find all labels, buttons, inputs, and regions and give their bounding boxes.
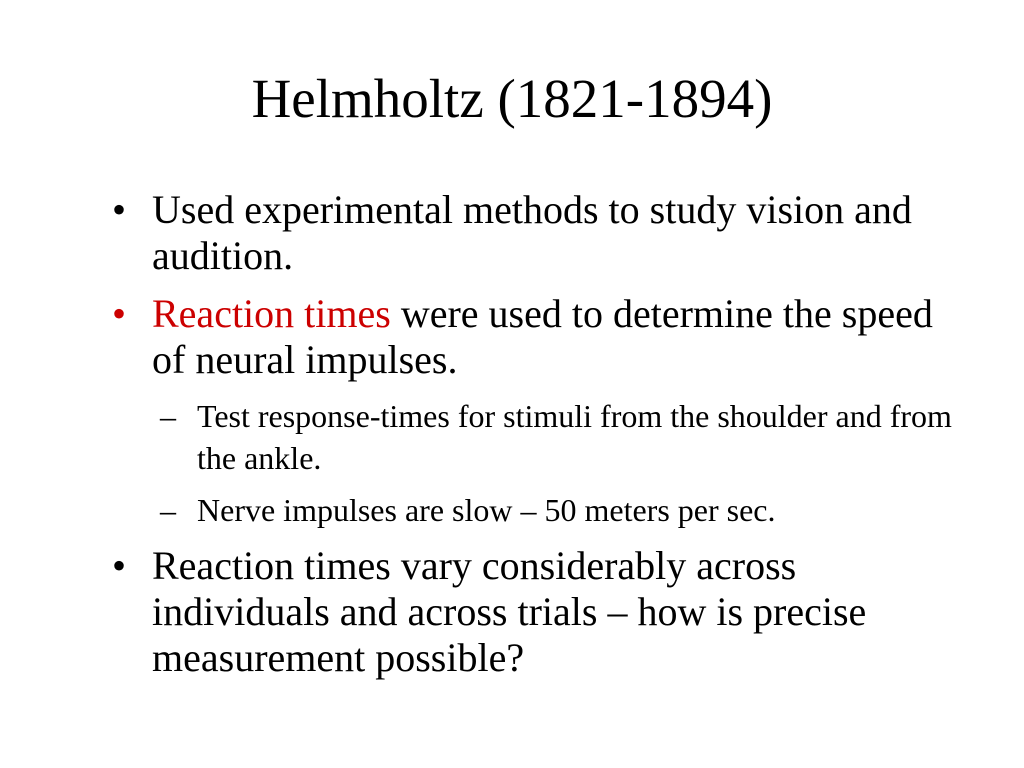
bullet-highlight-text: Reaction times: [152, 291, 391, 336]
sub-bullet-text: Nerve impulses are slow – 50 meters per sec.: [197, 492, 776, 528]
sub-bullet-marker: –: [160, 398, 176, 434]
bullet-text: Reaction times vary considerably across individuals and across trials – how is precise measurement possible?: [152, 543, 867, 680]
slide-title: Helmholtz (1821-1894): [251, 68, 773, 129]
bullet-text: Used experimental methods to study vision and audition.: [152, 187, 912, 278]
bullet-item: [112, 543, 952, 681]
bullet-marker: •: [112, 187, 127, 232]
sub-bullet-marker: –: [160, 492, 176, 528]
sub-bullet-item: [112, 489, 952, 531]
bullet-item: [112, 291, 952, 383]
bullet-marker: •: [112, 543, 127, 588]
sub-bullet-item: [112, 395, 952, 479]
slide-body: [112, 187, 952, 681]
sub-bullet-text: Test response-times for stimuli from the shoulder and from the ankle.: [197, 398, 952, 476]
bullet-marker: •: [112, 291, 127, 336]
bullet-text: were used to determine the speed of neural impulses.: [152, 291, 933, 382]
sub-bullet-list: [112, 395, 952, 531]
bullet-item: [112, 187, 952, 279]
